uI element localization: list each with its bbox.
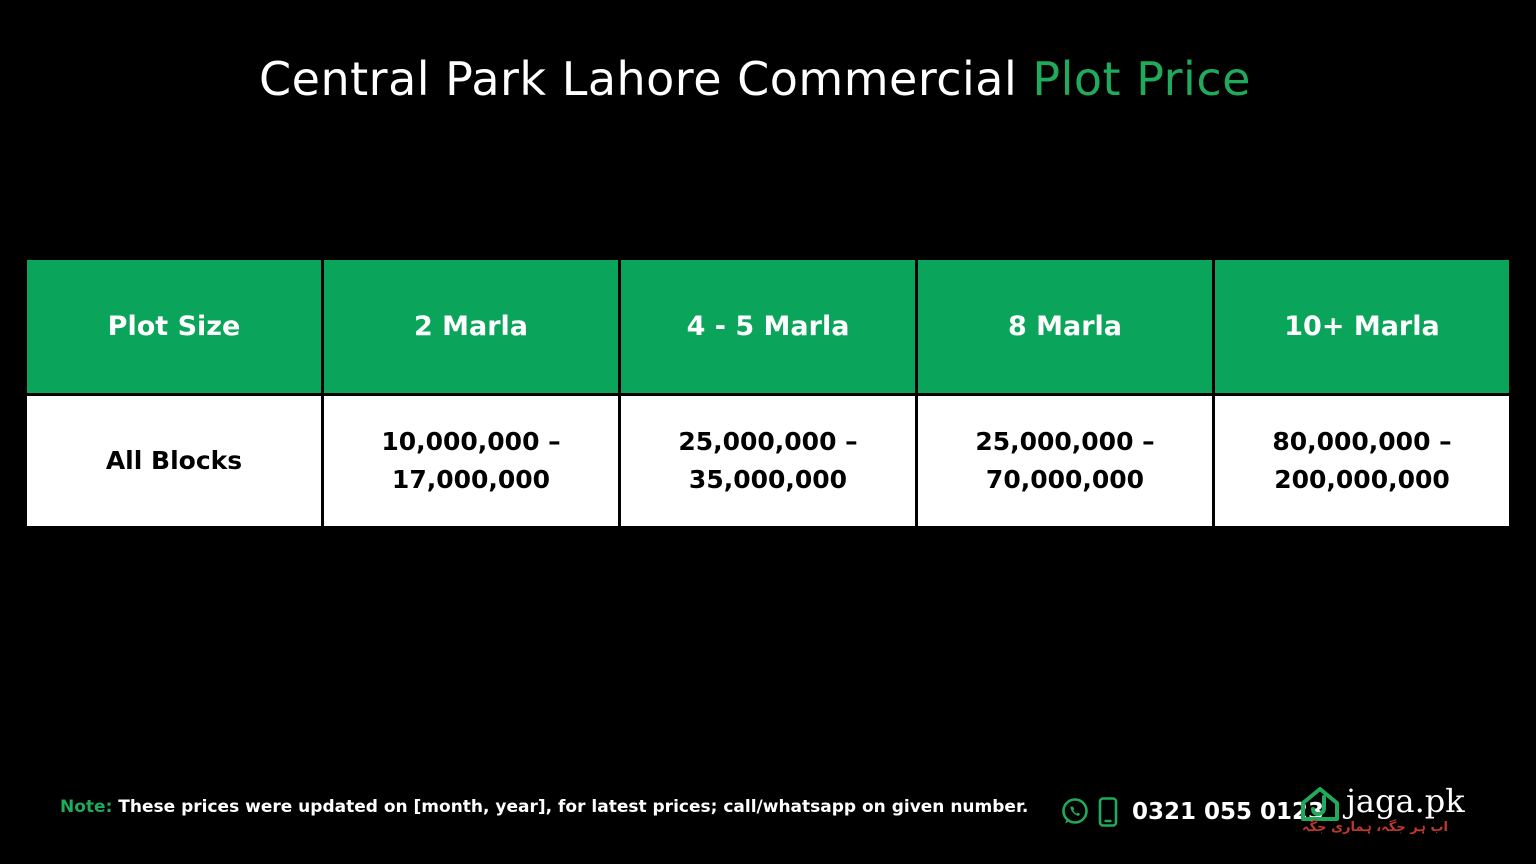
mobile-phone-icon[interactable] bbox=[1098, 797, 1118, 827]
price-cell-2-marla bbox=[323, 395, 620, 528]
price-max: 200,000,000 bbox=[1274, 465, 1450, 494]
price-table bbox=[24, 257, 1512, 529]
footer-note bbox=[60, 797, 1028, 817]
phone-number[interactable]: 0321 055 0123 bbox=[1132, 799, 1325, 825]
price-min: 25,000,000 – bbox=[975, 427, 1155, 456]
table-header-row bbox=[26, 259, 1511, 395]
brand-logo bbox=[1300, 782, 1480, 842]
page-title bbox=[0, 52, 1510, 106]
row-label-all-blocks: All Blocks bbox=[26, 395, 323, 528]
page-title-main: Central Park Lahore Commercial bbox=[259, 52, 1018, 106]
note-label: Note: bbox=[60, 797, 113, 817]
whatsapp-icon[interactable] bbox=[1060, 797, 1090, 827]
price-min: 25,000,000 – bbox=[678, 427, 858, 456]
price-cell-4-5-marla bbox=[620, 395, 917, 528]
header-4-5-marla: 4 - 5 Marla bbox=[620, 259, 917, 395]
brand-name: jaga.pk bbox=[1346, 782, 1465, 820]
price-max: 70,000,000 bbox=[985, 465, 1145, 494]
contact-info bbox=[1060, 792, 1324, 832]
header-plot-size: Plot Size bbox=[26, 259, 323, 395]
price-max: 35,000,000 bbox=[688, 465, 848, 494]
price-min: 80,000,000 – bbox=[1272, 427, 1452, 456]
price-cell-8-marla bbox=[917, 395, 1214, 528]
note-text: These prices were updated on [month, year], for latest prices; call/whatsapp on given number. bbox=[112, 797, 1029, 817]
price-min: 10,000,000 – bbox=[381, 427, 561, 456]
table-row bbox=[26, 395, 1511, 528]
header-8-marla: 8 Marla bbox=[917, 259, 1214, 395]
price-cell-10-plus-marla bbox=[1214, 395, 1511, 528]
header-10-plus-marla: 10+ Marla bbox=[1214, 259, 1511, 395]
brand-tagline: اب ہر جگہ، ہماری جگہ bbox=[1302, 820, 1448, 835]
header-2-marla: 2 Marla bbox=[323, 259, 620, 395]
price-max: 17,000,000 bbox=[391, 465, 551, 494]
page-title-accent: Plot Price bbox=[1032, 52, 1251, 106]
